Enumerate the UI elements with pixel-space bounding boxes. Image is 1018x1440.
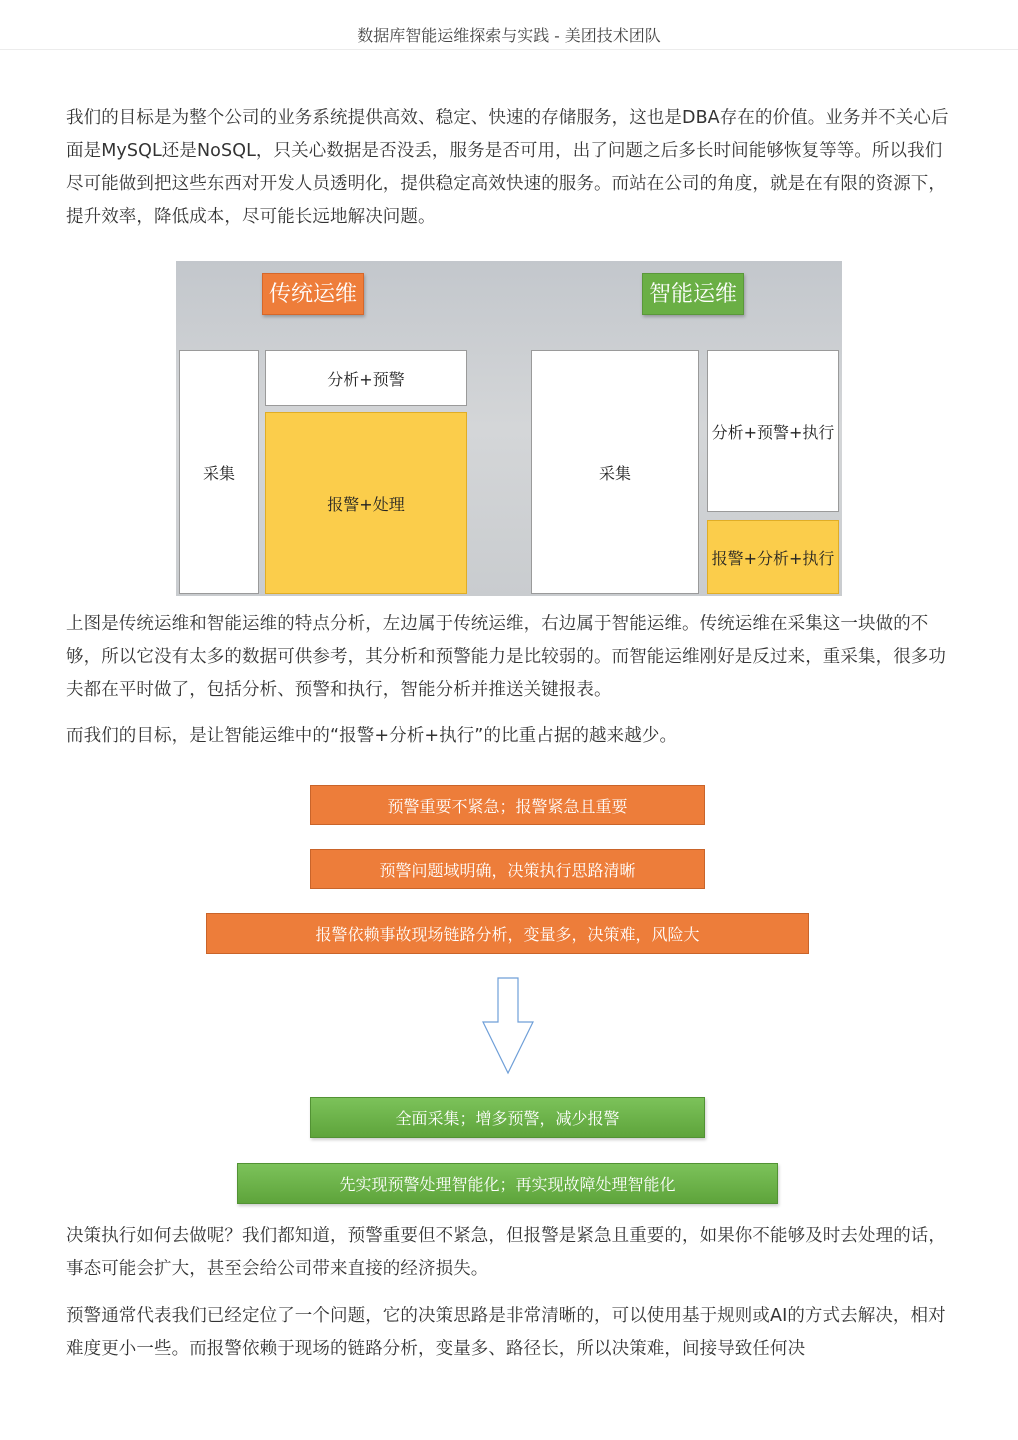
down-arrow-icon [480,976,536,1076]
traditional-alarm-handle-box: 报警+处理 [265,412,467,594]
paragraph-goal: 我们的目标是为整个公司的业务系统提供高效、稳定、快速的存储服务，这也是DBA存在的价值。业务并不关心后面是MySQL还是NoSQL，只关心数据是否没丢，服务是否可用，出了问题之后多长时间能够恢复等等。所以我们尽可能做到把这些东西对开发人员透明化，提供稳定高效快速的服务。而站在公司的角度，就是在有限的资源下，提升效率，降低成本，尽可能长远地解决问题。 [66,108,949,227]
paragraph-warn-vs-alarm: 预警通常代表我们已经定位了一个问题，它的决策思路是非常清晰的，可以使用基于规则或AI的方式去解决，相对难度更小一些。而报警依赖于现场的链路分析，变量多、路径长，所以决策难，间接导致任何决 [66,1306,946,1359]
ops-comparison-figure [176,261,842,596]
traditional-ops-tag: 传统运维 [262,273,364,315]
smart-ops-tag: 智能运维 [642,273,744,315]
smart-collect-box: 采集 [531,350,699,594]
paragraph-figure-analysis: 上图是传统运维和智能运维的特点分析，左边属于传统运维，右边属于智能运维。传统运维在采集这一块做的不够，所以它没有太多的数据可供参考，其分析和预警能力是比较弱的。而智能运维刚好是反过来，重采集，很多功夫都在平时做了，包括分析、预警和执行，智能分析并推送关键报表。 [66,614,946,700]
paragraph-decision: 决策执行如何去做呢？我们都知道，预警重要但不紧急，但报警是紧急且重要的，如果你不能够及时去处理的话，事态可能会扩大，甚至会给公司带来直接的经济损失。 [66,1226,946,1279]
page-header: 数据库智能运维探索与实践 - 美团技术团队 [0,0,1018,50]
flow-bar-collect-more: 全面采集；增多预警，减少报警 [310,1097,705,1138]
flow-bar-warn-vs-alarm: 预警重要不紧急；报警紧急且重要 [310,785,705,825]
flow-bar-intelligent-handling: 先实现预警处理智能化；再实现故障处理智能化 [237,1163,778,1204]
traditional-collect-box: 采集 [179,350,259,594]
smart-analyze-warn-exec-box: 分析+预警+执行 [707,350,839,512]
smart-alarm-analyze-exec-box: 报警+分析+执行 [707,520,839,594]
flow-bar-warn-clear: 预警问题域明确，决策执行思路清晰 [310,849,705,889]
flow-bar-alarm-risk: 报警依赖事故现场链路分析，变量多，决策难，风险大 [206,913,809,954]
traditional-analyze-warn-box: 分析+预警 [265,350,467,406]
paragraph-target: 而我们的目标，是让智能运维中的“报警+分析+执行”的比重占据的越来越少。 [66,726,678,746]
